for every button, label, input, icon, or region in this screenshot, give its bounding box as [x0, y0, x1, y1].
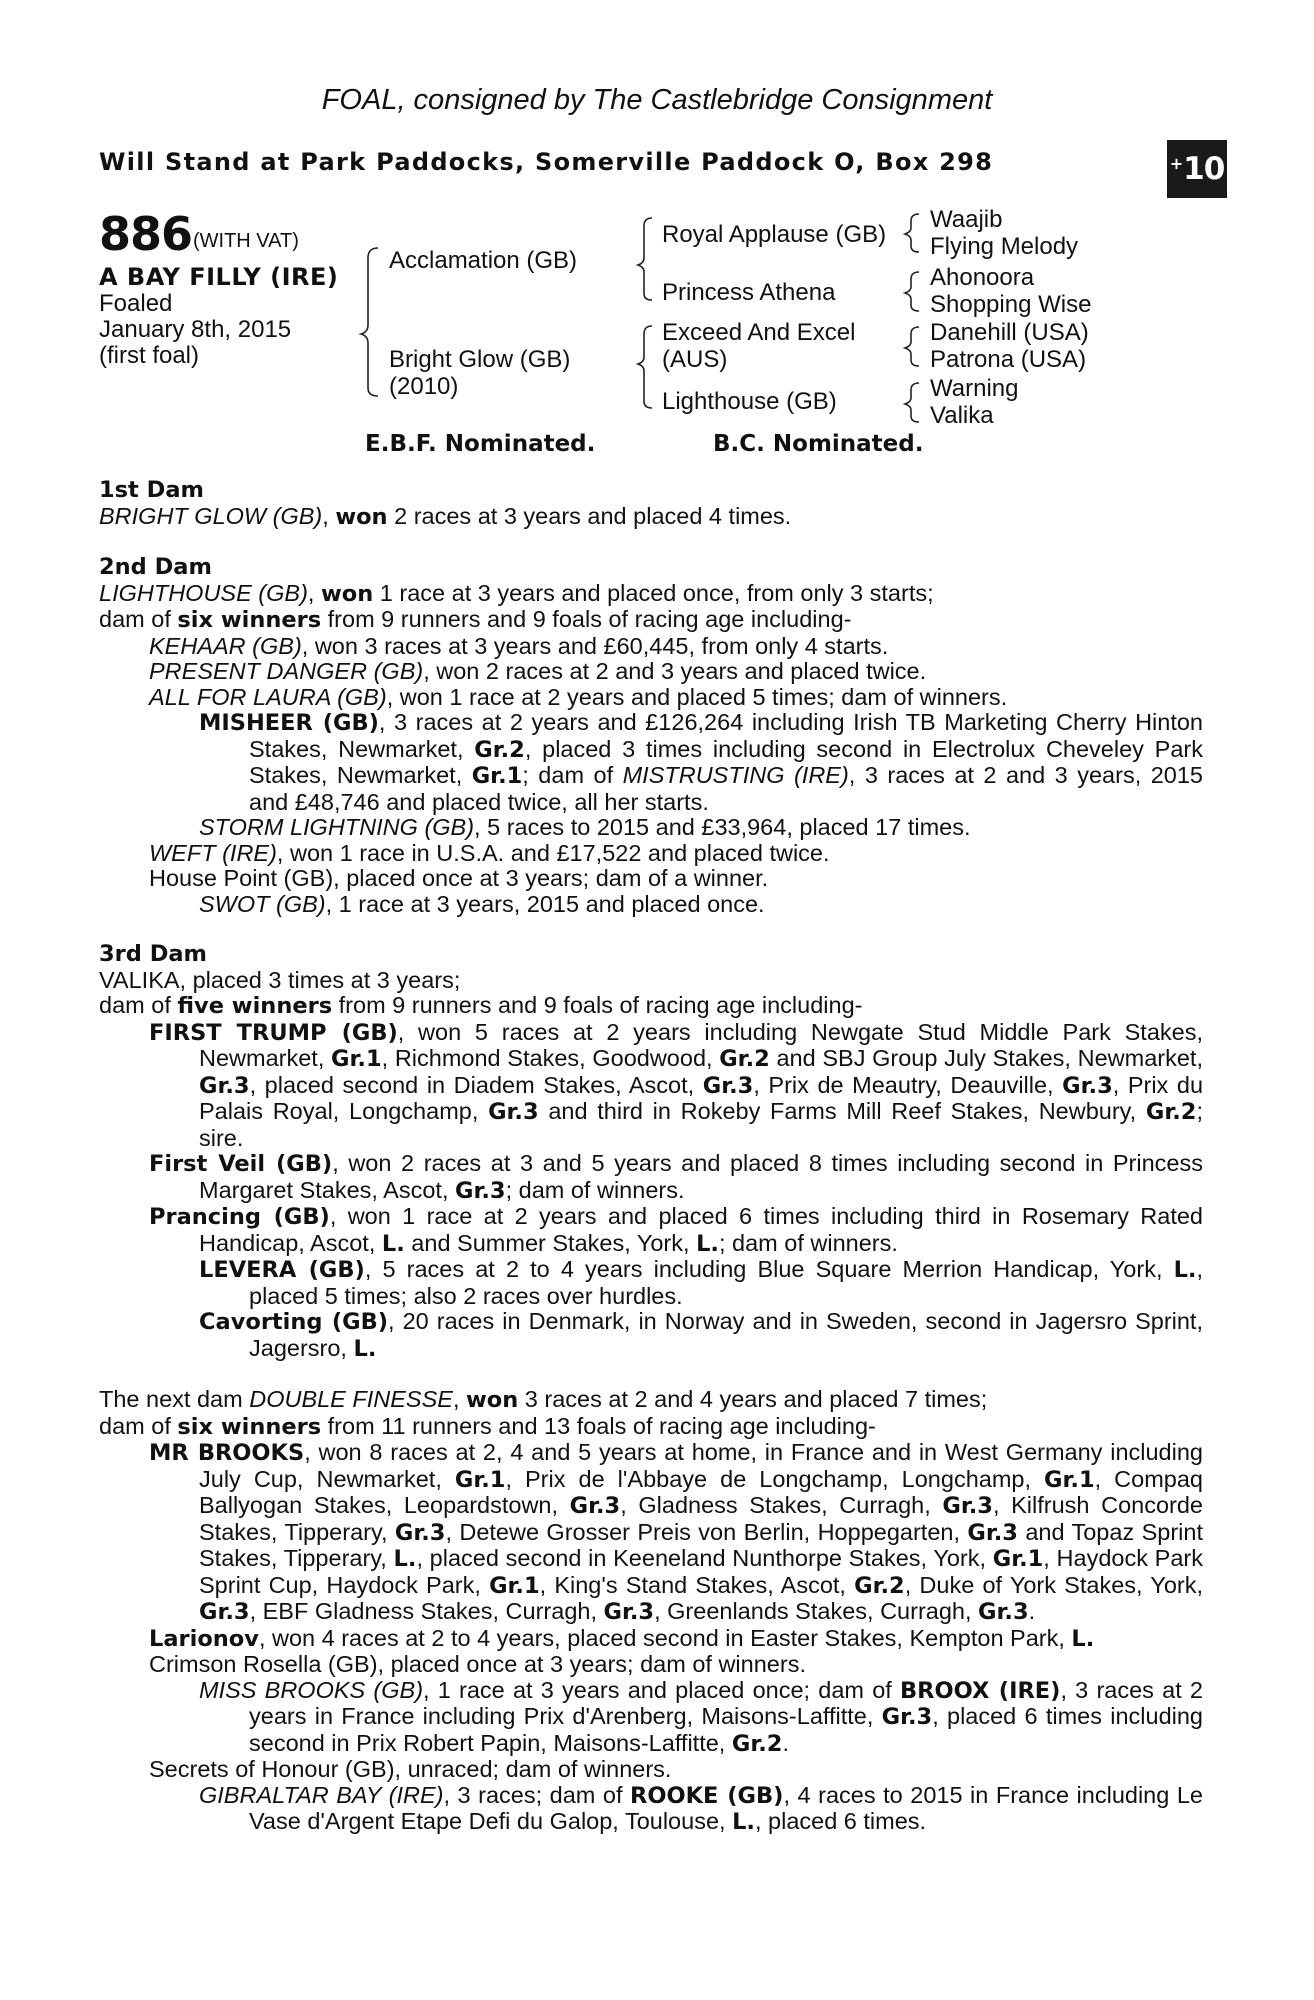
brace-g4 [905, 383, 919, 422]
third-dam-line2: dam of five winners from 9 runners and 9 foals of racing age including- [99, 992, 863, 1019]
stand-location: Will Stand at Park Paddocks, Somerville Paddock O, Box 298 [99, 148, 994, 176]
ped-ddd: Valika [930, 402, 994, 429]
progeny-kehaar: KEHAAR (GB), won 3 races at 3 years and £60,445, from only 4 starts. [149, 632, 889, 659]
brace-sire-parents [638, 218, 652, 300]
lot-title: A BAY FILLY (IRE) [99, 263, 339, 291]
ped-dss: Danehill (USA) [930, 319, 1089, 346]
lot-number: 886 [99, 207, 193, 261]
progeny-house-point: House Point (GB), placed once at 3 years; dam of a winner. [149, 865, 769, 891]
progeny-prancing: Prancing (GB), won 1 race at 2 years and placed 6 times including third in Rosemary Rated Handicap, Ascot, L. and Summer Stakes, York, L.; dam of winners. [149, 1203, 1203, 1257]
progeny-cavorting: Cavorting (GB), 20 races in Denmark, in Norway and in Sweden, second in Jagersro Sprint, Jagersro, L. [199, 1308, 1203, 1362]
ebf-nominated: E.B.F. Nominated. [365, 431, 596, 457]
second-dam-line1: LIGHTHOUSE (GB), won 1 race at 3 years and placed once, from only 3 starts; [99, 579, 934, 607]
third-dam-heading: 3rd Dam [99, 941, 207, 967]
consignor-line: FOAL, consigned by The Castlebridge Consignment [321, 84, 993, 116]
third-dam-line1: VALIKA, placed 3 times at 3 years; [99, 966, 461, 993]
badge-number: 10 [1183, 151, 1225, 187]
first-dam-name: BRIGHT GLOW (GB) [99, 502, 323, 529]
vat-note: (WITH VAT) [193, 230, 299, 252]
progeny-swot: SWOT (GB), 1 race at 3 years, 2015 and placed once. [199, 890, 765, 917]
dam-sire-name: Exceed And Excel [662, 319, 856, 346]
catalogue-body [99, 478, 1203, 1836]
dam [389, 346, 570, 400]
sire: Acclamation (GB) [389, 247, 578, 274]
foal-note: (first foal) [99, 342, 200, 369]
brace-g2 [905, 272, 919, 311]
bc-nominated: B.C. Nominated. [713, 431, 924, 457]
first-dam-won: won [335, 503, 388, 530]
badge-mark: + [1169, 153, 1183, 173]
dam-year: (2010) [389, 373, 459, 400]
ped-sdd: Shopping Wise [930, 291, 1092, 318]
progeny-larionov: Larionov, won 4 races at 2 to 4 years, placed second in Easter Stakes, Kempton Park, L. [149, 1624, 1095, 1652]
ped-dsd: Patrona (USA) [930, 346, 1087, 373]
next-dam-line1: The next dam DOUBLE FINESSE, won 3 races at 2 and 4 years and placed 7 times; [99, 1386, 988, 1413]
first-dam-heading: 1st Dam [99, 477, 204, 503]
progeny-present-danger: PRESENT DANGER (GB), won 2 races at 2 and 3 years and placed twice. [149, 658, 927, 684]
progeny-first-veil: First Veil (GB), won 2 races at 3 and 5 years and placed 8 times including second in Princess Margaret Stakes, Ascot, Gr.3; dam of winners. [149, 1150, 1203, 1204]
first-dam-line: BRIGHT GLOW (GB), won 2 races at 3 years and placed 4 times. [99, 502, 792, 530]
first-dam-rest: 2 races at 3 years and placed 4 times. [387, 502, 792, 529]
progeny-secrets-of-honour: Secrets of Honour (GB), unraced; dam of winners. [149, 1756, 672, 1782]
ped-ssd: Flying Melody [930, 233, 1079, 260]
pedigree-braces [0, 0, 1314, 460]
foaled-date: January 8th, 2015 [99, 316, 292, 343]
ped-sss: Waajib [930, 206, 1003, 233]
progeny-all-for-laura: ALL FOR LAURA (GB), won 1 race at 2 years and placed 5 times; dam of winners. [149, 683, 1008, 710]
progeny-levera: LEVERA (GB), 5 races at 2 to 4 years including Blue Square Merrion Handicap, York, L., placed 5 times; also 2 races over hurdles. [199, 1256, 1204, 1309]
progeny-gibraltar-bay: GIBRALTAR BAY (IRE), 3 races; dam of ROOKE (GB), 4 races to 2015 in France including Le Vase d'Argent Etape Defi du Galop, Toulouse, L., placed 6 times. [199, 1781, 1203, 1835]
dam-dam: Lighthouse (GB) [662, 388, 837, 415]
progeny-first-trump: FIRST TRUMP (GB), won 5 races at 2 years including Newgate Stud Middle Park Stakes, Newmarket, Gr.1, Richmond Stakes, Goodwood, Gr.2 and SBJ Group July Stakes, Newmarket, Gr.3, placed second in Diadem Stakes, Ascot, Gr.3, Prix de Meautry, Deauville, Gr.3, Prix du Palais Royal, Longchamp, Gr.3 and third in Rokeby Farms Mill Reef Stakes, Newbury, Gr.2; sire. [149, 1018, 1204, 1151]
progeny-crimson-rosella: Crimson Rosella (GB), placed once at 3 years; dam of winners. [149, 1651, 806, 1677]
brace-g3 [905, 327, 919, 366]
brace-sire-dam [361, 248, 378, 396]
progeny-misheer: MISHEER (GB), 3 races at 2 years and £126,264 including Irish TB Marketing Cherry Hinton Stakes, Newmarket, Gr.2, placed 3 times including second in Electrolux Cheveley Park Stakes, Newmarket, Gr.1; dam of MISTRUSTING (IRE), 3 races at 2 and 3 years, 2015 and £48,746 and placed twice, all her starts. [199, 709, 1203, 815]
second-dam-line2: dam of six winners from 9 runners and 9 foals of racing age including- [99, 606, 852, 633]
dam-name: Bright Glow (GB) [389, 346, 571, 373]
dam-sire [662, 319, 855, 373]
sire-sire: Royal Applause (GB) [662, 221, 887, 248]
second-dam-heading: 2nd Dam [99, 554, 212, 580]
ped-dds: Warning [930, 375, 1019, 402]
progeny-weft: WEFT (IRE), won 1 race in U.S.A. and £17,522 and placed twice. [149, 839, 830, 866]
ped-sds: Ahonoora [930, 264, 1035, 291]
progeny-storm-lightning: STORM LIGHTNING (GB), 5 races to 2015 and £33,964, placed 17 times. [199, 814, 971, 840]
progeny-mr-brooks: MR BROOKS, won 8 races at 2, 4 and 5 years at home, in France and in West Germany including July Cup, Newmarket, Gr.1, Prix de l'Abbaye de Longchamp, Longchamp, Gr.1, Compaq Ballyogan Stakes, Leopardstown, Gr.3, Gladness Stakes, Curragh, Gr.3, Kilfrush Concorde Stakes, Tipperary, Gr.3, Detewe Grosser Preis von Berlin, Hoppegarten, Gr.3 and Topaz Sprint Stakes, Tipperary, L., placed second in Keeneland Nunthorpe Stakes, York, Gr.1, Haydock Park Sprint Cup, Haydock Park, Gr.1, King's Stand Stakes, Ascot, Gr.2, Duke of York Stakes, York, Gr.3, EBF Gladness Stakes, Curragh, Gr.3, Greenlands Stakes, Curragh, Gr.3. [149, 1439, 1203, 1625]
progeny-miss-brooks: MISS BROOKS (GB), 1 race at 3 years and placed once; dam of BROOX (IRE), 3 races at 2 years in France including Prix d'Arenberg, Maisons-Laffitte, Gr.3, placed 6 times including second in Prix Robert Papin, Maisons-Laffitte, Gr.2. [199, 1676, 1203, 1757]
brace-dam-parents [638, 326, 652, 408]
brace-g1 [905, 214, 919, 252]
foaled-label: Foaled [99, 290, 173, 317]
next-dam-line2: dam of six winners from 11 runners and 13 foals of racing age including- [99, 1412, 876, 1440]
sire-dam: Princess Athena [662, 279, 836, 306]
dam-sire-country: (AUS) [662, 346, 728, 373]
